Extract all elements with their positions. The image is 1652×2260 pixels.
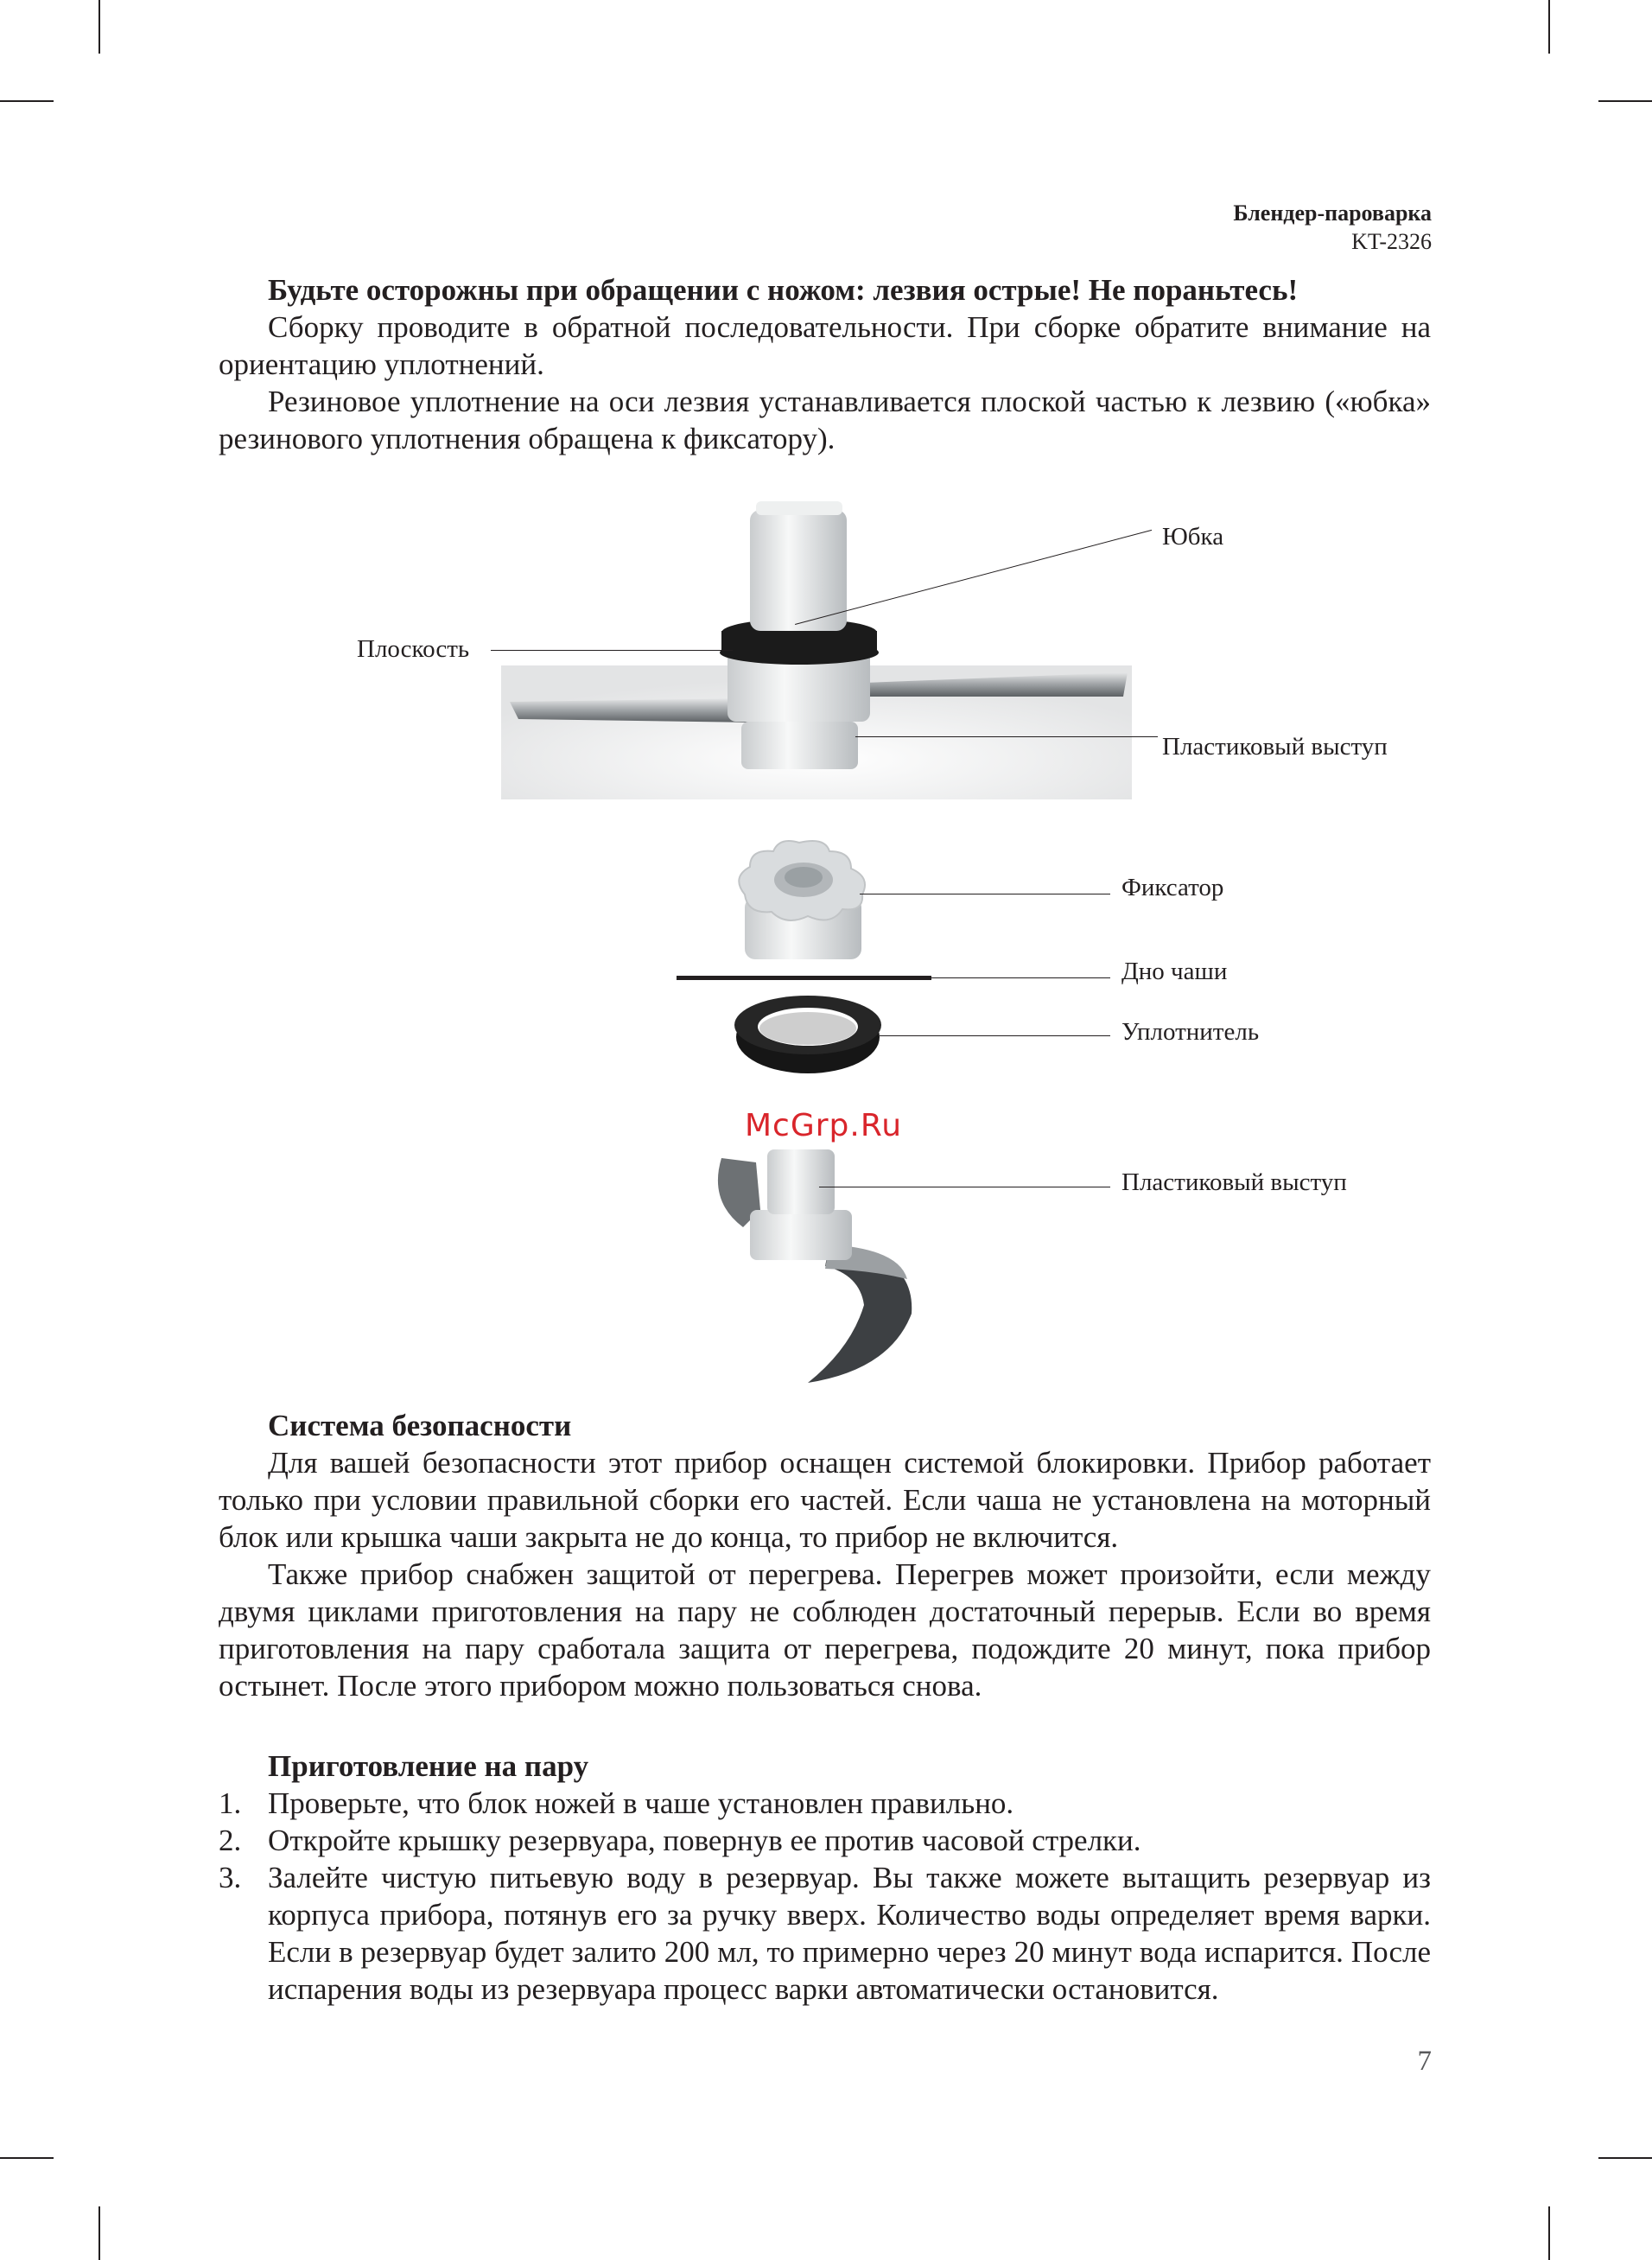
label-plastic-bottom: Пластиковый выступ [1121,1168,1347,1196]
bowl-bottom-line [677,976,931,980]
lock-nut-photo [739,841,865,959]
steam-title: Приготовление на пару [268,1749,589,1783]
lower-blade-photo [718,1149,912,1383]
label-bowl-bottom: Дно чаши [1121,958,1228,985]
list-item-text: Залейте чистую питьевую воду в резервуар. Вы также можете вытащить резервуар из корпуса прибора, потянув его за ручку вверх. Количество воды определяет время варки. Если в резервуар будет залито 200 мл, то примерно через 20 минут вода испарится. После испарения воды из резервуара процесс варки автоматически остановится. [268,1861,1431,2006]
safety-p2: Также прибор снабжен защитой от перегрева. Перегрев может произойти, если между двумя циклами приготовления на пару не соблюден достаточный перерыв. Если во время приготовления на пару сработала защита от перегрева, подождите 20 минут, пока прибор остынет. После этого прибором можно пользоваться снова. [219,1557,1431,1703]
leader-plastic-top [855,736,1158,737]
label-flat: Плоскость [357,635,470,663]
safety-p1: Для вашей безопасности этот прибор оснащен системой блокировки. Прибор работает только при условии правильной сборки его частей. Если чаша не установлена на моторный блок или крышка чаши закрыта не до конца, то прибор не включится. [219,1446,1431,1554]
list-item [219,1785,1431,1822]
list-item [219,1859,1431,2008]
safety-section [219,1407,1431,1704]
leader-flat [491,650,733,651]
label-sealer: Уплотнитель [1121,1018,1260,1046]
steam-section [219,1748,1431,2008]
list-item-text: Откройте крышку резервуара, повернув ее против часовой стрелки. [268,1824,1141,1857]
leader-bowl-bottom [931,977,1110,978]
label-skirt: Юбка [1162,523,1224,551]
list-item-number: 3. [219,1861,242,1894]
list-item-text: Проверьте, что блок ножей в чаше установлен правильно. [268,1786,1014,1820]
watermark: McGrp.Ru [745,1108,903,1143]
seal-text: Резиновое уплотнение на оси лезвия устанавливается плоской частью к лезвию («юбка» резинового уплотнения обращена к фиксатору). [219,385,1431,455]
sealing-ring-photo [734,996,881,1073]
safety-title: Система безопасности [268,1409,572,1442]
label-plastic-top: Пластиковый выступ [1162,733,1388,761]
list-item [219,1822,1431,1859]
page-number: 7 [1417,2046,1432,2077]
header-product: Блендер-пароварка [1233,201,1432,226]
list-item-number: 2. [219,1824,242,1857]
list-item-number: 1. [219,1786,242,1820]
header-model: KT-2326 [1351,229,1432,254]
assembly-text: Сборку проводите в обратной последовательности. При сборке обратите внимание на ориентацию уплотнений. [219,310,1431,381]
leader-sealer [880,1035,1110,1036]
warning-text: Будьте осторожны при обращении с ножом: лезвия острые! Не пораньтесь! [268,273,1299,307]
label-lock: Фиксатор [1121,874,1224,901]
steam-steps [219,1785,1431,2008]
